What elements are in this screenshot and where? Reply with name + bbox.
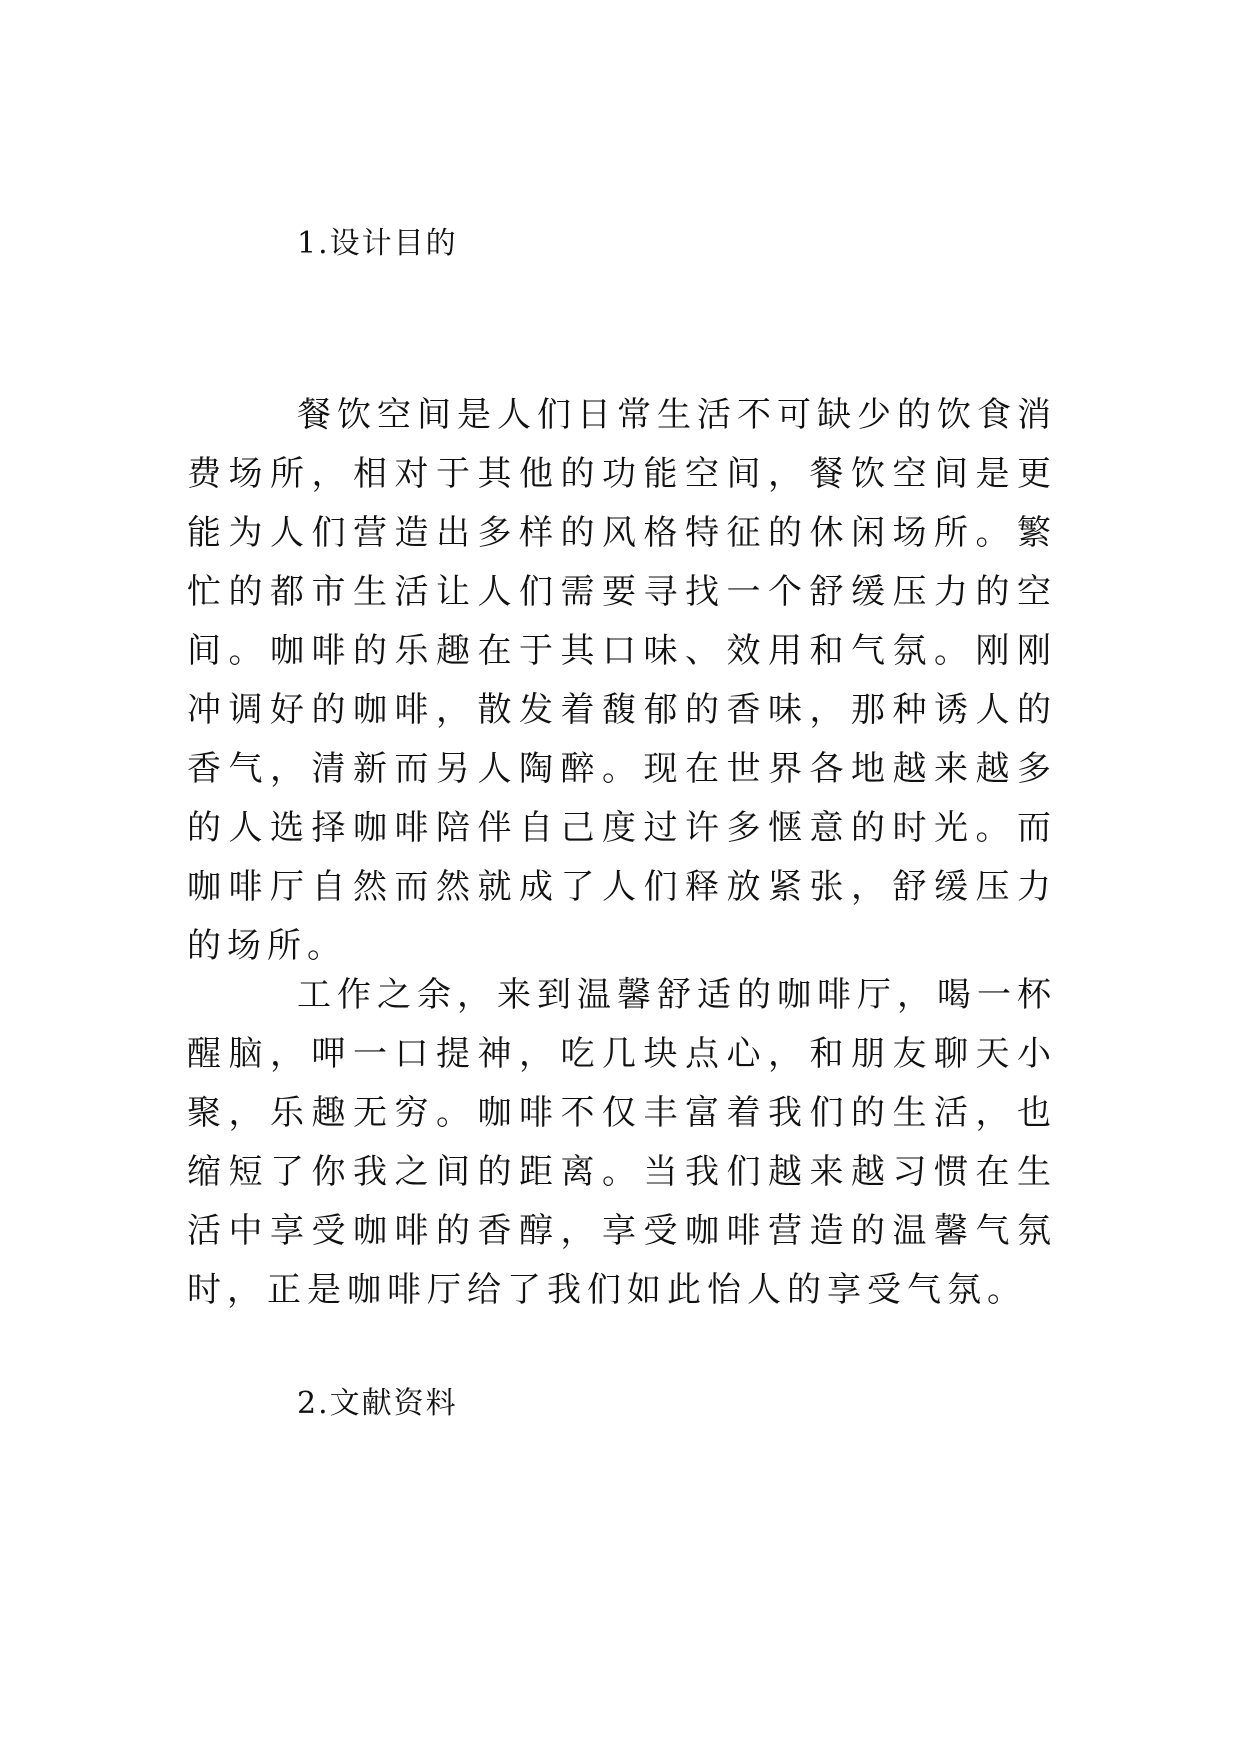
section-heading-literature: 2.文献资料 [297, 1386, 458, 1421]
paragraph-coffee-leisure: 工作之余，来到温馨舒适的咖啡厅，喝一杯醒脑，呷一口提神，吃几块点心，和朋友聊天小聚，乐趣无穷。咖啡不仅丰富着我们的生活，也缩短了你我之间的距离。当我们越来越习惯在生活中享受咖啡的香醇，享受咖啡营造的温馨气氛时，正是咖啡厅给了我们如此怡人的享受气氛。 [187, 975, 1057, 1310]
paragraph-dining-space: 餐饮空间是人们日常生活不可缺少的饮食消费场所，相对于其他的功能空间，餐饮空间是更能为人们营造出多样的风格特征的休闲场所。繁忙的都市生活让人们需要寻找一个舒缓压力的空间。咖啡的乐趣在于其口味、效用和气氛。刚刚冲调好的咖啡，散发着馥郁的香味，那种诱人的香气，清新而另人陶醉。现在世界各地越来越多的人选择咖啡陪伴自己度过许多惬意的时光。而咖啡厅自然而然就成了人们释放紧张，舒缓压力的场所。 [187, 395, 1057, 966]
section-heading-design-purpose: 1.设计目的 [297, 226, 458, 261]
